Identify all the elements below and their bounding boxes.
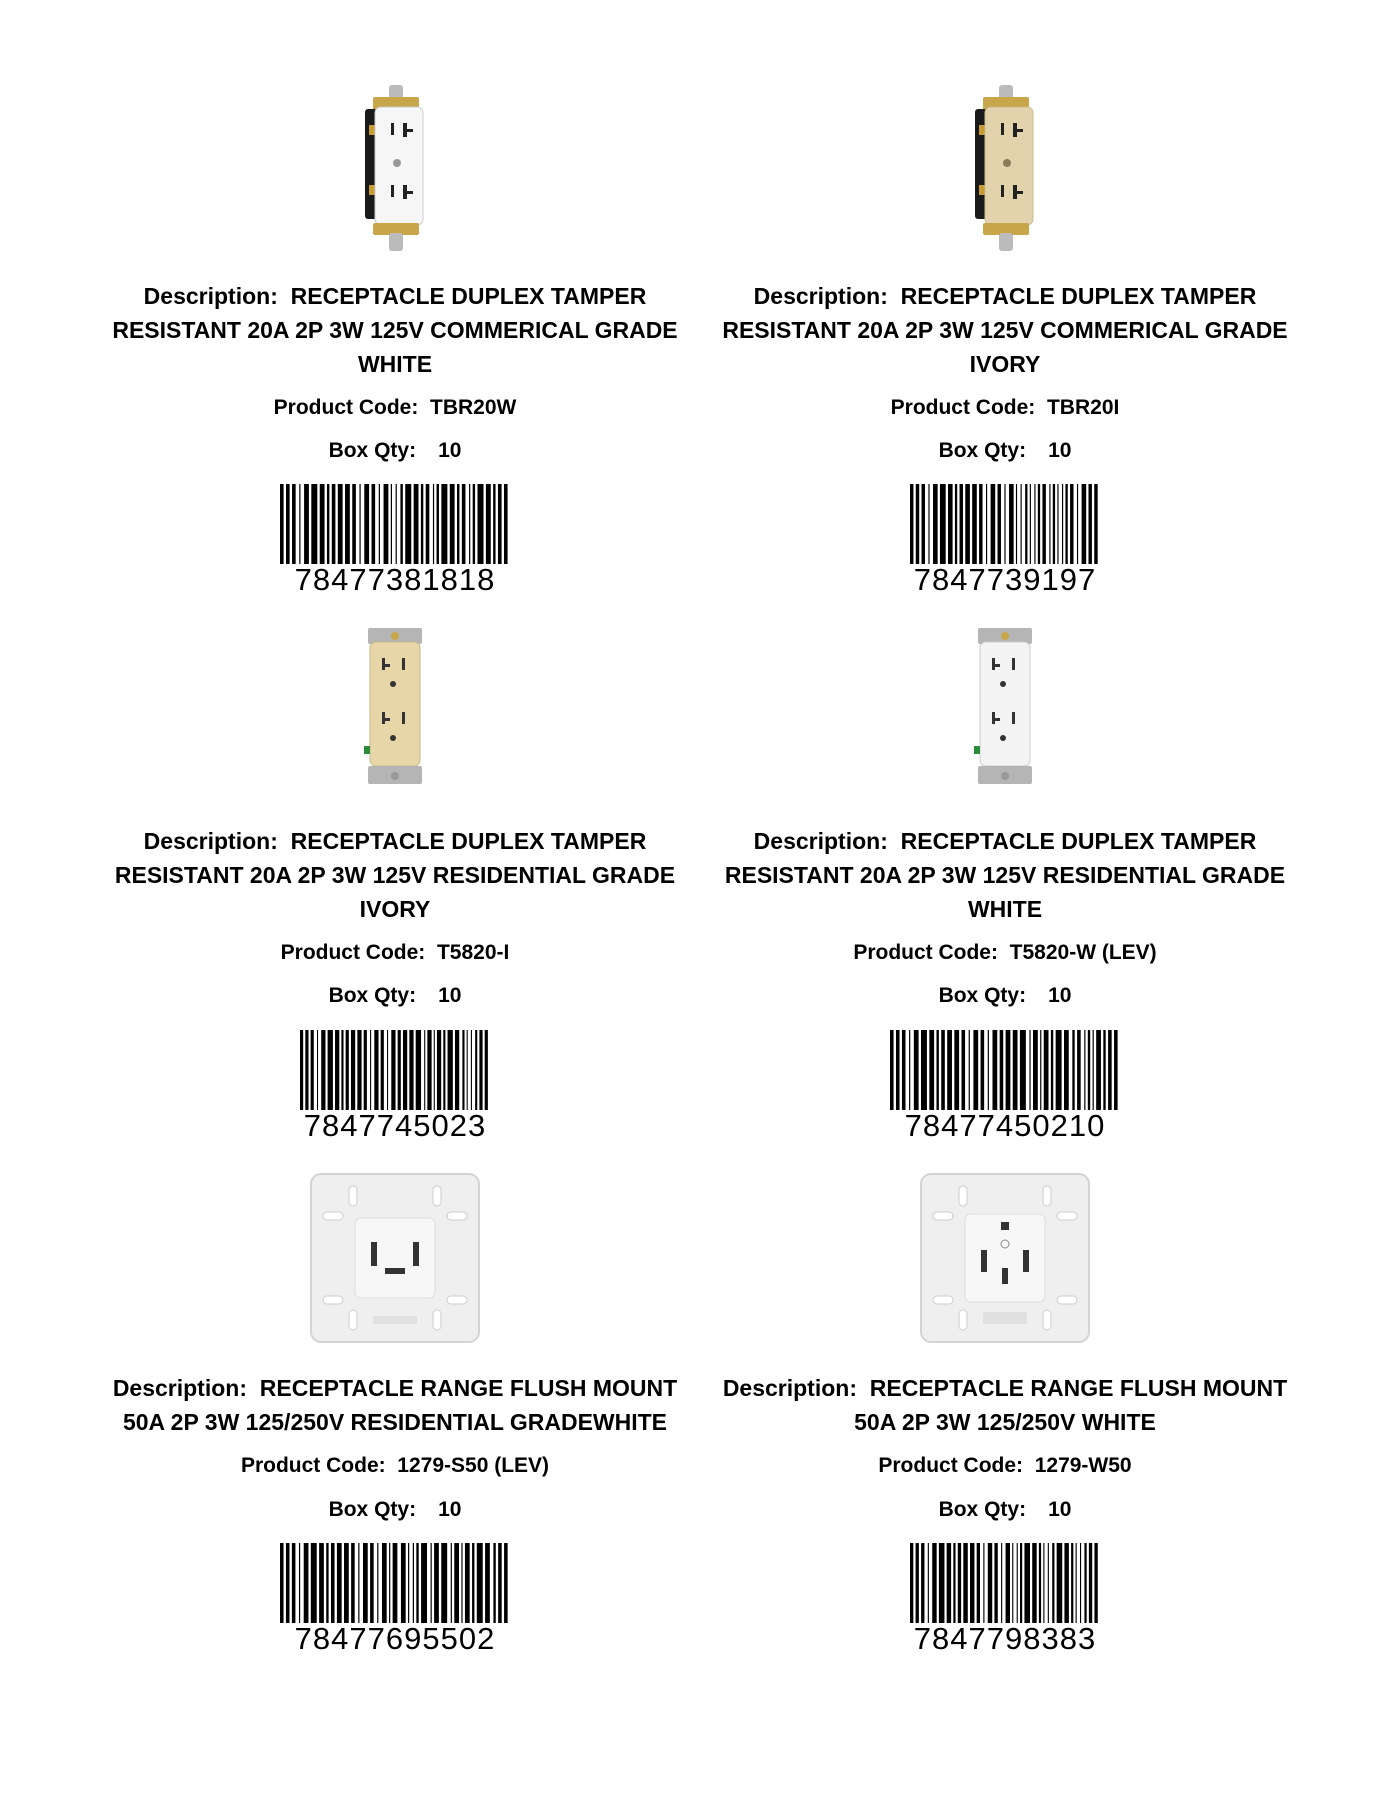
barcode-bar [335, 1030, 339, 1110]
barcode-bar [916, 1543, 919, 1623]
barcode-bar [1103, 1030, 1105, 1110]
barcode-bar [1114, 1030, 1118, 1110]
barcode-bar [389, 1543, 390, 1623]
barcode-bar [1065, 484, 1067, 564]
barcode-bar [1082, 484, 1087, 564]
barcode-bar [1013, 1030, 1018, 1110]
barcode-bar [958, 1543, 961, 1623]
product-code: Product Code: TBR20W [273, 396, 517, 419]
box-qty: Box Qty: 10 [328, 439, 462, 462]
duplex-receptacle-ivory-image [965, 85, 1045, 255]
barcode-bar [890, 1030, 894, 1110]
barcode-bar [471, 1030, 472, 1110]
barcode-bar [280, 1543, 284, 1623]
barcode-bar [346, 1030, 349, 1110]
barcode-bar [374, 1030, 378, 1110]
barcode-bar [1017, 1543, 1018, 1623]
barcode-bar [969, 1030, 970, 1110]
barcode [280, 1543, 510, 1656]
barcode-bar [321, 1030, 325, 1110]
barcode-bar [936, 1030, 938, 1110]
barcode-bar [928, 1543, 929, 1623]
barcode-bar [379, 484, 380, 564]
barcode-bar [408, 1543, 409, 1623]
barcode-bar [914, 1030, 919, 1110]
barcode-bar [498, 484, 502, 564]
barcode-bar [498, 1543, 502, 1623]
barcode-bar [426, 484, 430, 564]
barcode-bar [405, 484, 411, 564]
barcode-number: 7847798383 [913, 1621, 1097, 1656]
barcode-bar [1052, 1543, 1054, 1623]
barcode-bar [988, 1030, 989, 1110]
barcode-bar [998, 484, 1001, 564]
barcode-bar [345, 484, 350, 564]
barcode-bar [364, 1030, 367, 1110]
box-qty: Box Qty: 10 [938, 984, 1072, 1007]
barcode-bar [1040, 1030, 1041, 1110]
barcode-bar [1108, 1030, 1112, 1110]
barcode-bar [414, 484, 419, 564]
barcode-bar [983, 1543, 984, 1623]
barcode-bar [292, 1543, 296, 1623]
barcode-bar [1012, 1543, 1013, 1623]
barcode-bar [1094, 484, 1097, 564]
barcode-bar [398, 1030, 401, 1110]
range-receptacle-white-image [309, 1172, 481, 1344]
barcode-bar [300, 1030, 303, 1110]
barcode-bar [988, 1543, 992, 1623]
barcode-bar [462, 484, 466, 564]
barcode-bar [1072, 1030, 1074, 1110]
barcode-bar [358, 1543, 359, 1623]
barcode-bar [370, 1030, 371, 1110]
barcode-bar [953, 1543, 955, 1623]
barcode-bar [493, 1543, 495, 1623]
barcode-bar [416, 1030, 421, 1110]
barcode-bar [922, 484, 925, 564]
barcode-bar [469, 484, 470, 564]
product-description: Description: RECEPTACLE RANGE FLUSH MOUNT 50A 2P 3W 125/250V WHITE [722, 1375, 1288, 1435]
barcode-bar [450, 484, 455, 564]
barcode-bar [1020, 1543, 1022, 1623]
barcode-bar [1024, 1543, 1030, 1623]
barcode-bar [948, 484, 953, 564]
barcode-bar [454, 1543, 459, 1623]
barcode-bar [1084, 1030, 1085, 1110]
barcode-bar [1096, 1030, 1101, 1110]
barcode-bar [351, 1030, 355, 1110]
barcode-bar [954, 1030, 959, 1110]
barcode-number: 78477381818 [294, 562, 496, 597]
barcode-bar [1051, 1030, 1053, 1110]
barcode-bar [396, 484, 397, 564]
barcode-bar [1088, 1030, 1090, 1110]
barcode-bar [437, 484, 439, 564]
barcode-bar [461, 1543, 462, 1623]
barcode-bar [441, 484, 447, 564]
barcode-bar [372, 484, 376, 564]
product-description: Description: RECEPTACLE DUPLEX TAMPER RESISTANT 20A 2P 3W 125V COMMERICAL GRADE WHITE [112, 283, 678, 377]
product-description: Description: RECEPTACLE DUPLEX TAMPER RESISTANT 20A 2P 3W 125V RESIDENTIAL GRADE WHITE [724, 828, 1286, 922]
barcode-bar [932, 1543, 936, 1623]
barcode-bar [1006, 1543, 1010, 1623]
barcode-bar [1042, 484, 1045, 564]
barcode-bar [991, 484, 996, 564]
barcode-bar [902, 1030, 906, 1110]
barcode-bar [929, 1030, 934, 1110]
barcode-bar [357, 1030, 361, 1110]
barcode-bar [994, 1543, 997, 1623]
barcode-bar [477, 484, 483, 564]
box-qty: Box Qty: 10 [328, 1498, 462, 1521]
product-description: Description: RECEPTACLE DUPLEX TAMPER RESISTANT 20A 2P 3W 125V COMMERICAL GRADE IVORY [722, 283, 1288, 377]
barcode-bar [970, 1543, 974, 1623]
barcode-bar [504, 484, 508, 564]
barcode-bar [1039, 1543, 1041, 1623]
barcode-bar [1077, 1030, 1081, 1110]
barcode-bar [409, 1030, 413, 1110]
barcode-bar [299, 484, 300, 564]
barcode-bar [477, 1543, 483, 1623]
barcode-bar [963, 1543, 967, 1623]
barcode-bar [955, 484, 957, 564]
box-qty: Box Qty: 10 [938, 1498, 1072, 1521]
barcode-bar [332, 484, 336, 564]
barcode-bar [921, 1543, 924, 1623]
barcode-bar [1056, 1030, 1062, 1110]
barcode-bar [1043, 1543, 1044, 1623]
barcode-bar [1089, 1543, 1092, 1623]
barcode-bar [962, 1030, 966, 1110]
barcode-bar [387, 1030, 388, 1110]
barcode-bar [391, 484, 392, 564]
barcode-bar [1093, 1030, 1094, 1110]
barcode-bar [1080, 1543, 1081, 1623]
barcode-bar [421, 484, 423, 564]
barcode-bar [986, 484, 987, 564]
barcode-bar [1025, 484, 1027, 564]
barcode-bar [1020, 1030, 1026, 1110]
barcode-bar [465, 1543, 470, 1623]
barcode-bar [431, 1543, 432, 1623]
barcode-bar [292, 484, 296, 564]
barcode-bar [1009, 484, 1014, 564]
barcode-bar [1029, 1030, 1030, 1110]
barcode-bar [1000, 1030, 1004, 1110]
barcode-bar [304, 484, 309, 564]
barcode-bar [1044, 1030, 1049, 1110]
barcode-bar [1084, 1543, 1086, 1623]
barcode-bar [344, 1543, 349, 1623]
barcode-bars [300, 1030, 490, 1110]
barcode-bar [1034, 484, 1035, 564]
barcode-bar [485, 1543, 490, 1623]
barcode [910, 484, 1100, 597]
barcode-bar [351, 1543, 355, 1623]
barcode-bars [910, 1543, 1100, 1623]
barcode-bar [896, 1030, 900, 1110]
barcode-bars [280, 1543, 510, 1623]
barcode-bar [972, 484, 977, 564]
barcode-bar [1001, 1543, 1002, 1623]
range-receptacle-white-image [919, 1172, 1091, 1344]
barcode-bar [338, 484, 343, 564]
barcode-bar [416, 1543, 418, 1623]
barcode [890, 1030, 1120, 1143]
barcode-bar [960, 484, 963, 564]
barcode-bar [486, 484, 491, 564]
barcode-bar [921, 1030, 927, 1110]
barcode-bar [381, 1030, 384, 1110]
barcode-bar [1057, 1543, 1063, 1623]
barcode-bar [1038, 484, 1040, 564]
barcode-number: 78477450210 [904, 1108, 1106, 1143]
barcode-bar [437, 1030, 441, 1110]
barcode-bar [448, 1030, 453, 1110]
barcode-bar [1077, 484, 1078, 564]
barcode-bar [475, 1030, 477, 1110]
barcode-bar [434, 1030, 435, 1110]
barcode-bar [326, 1543, 328, 1623]
barcode-bar [424, 1030, 425, 1110]
barcode-bar [441, 1543, 447, 1623]
barcode-bar [940, 484, 946, 564]
barcode-bar [493, 484, 495, 564]
box-qty: Box Qty: 10 [328, 984, 462, 1007]
barcode-bar [1006, 1030, 1011, 1110]
barcode-bars [890, 1030, 1120, 1110]
product-description: Description: RECEPTACLE DUPLEX TAMPER RESISTANT 20A 2P 3W 125V RESIDENTIAL GRADE IVORY [114, 828, 676, 922]
barcode-bar [1032, 1543, 1036, 1623]
product-code: Product Code: T5820-I [280, 941, 510, 964]
barcode-bar [363, 1543, 368, 1623]
barcode-bar [928, 484, 929, 564]
barcode-bar [1004, 484, 1005, 564]
barcode-bar [352, 484, 356, 564]
barcode-bar [504, 1543, 508, 1623]
barcode-bar [1016, 484, 1017, 564]
residential-receptacle-white-image [970, 628, 1040, 788]
barcode-bar [337, 1543, 342, 1623]
barcode [280, 484, 510, 597]
barcode-bar [457, 484, 459, 564]
barcode-bar [1062, 484, 1063, 564]
barcode-bar [1076, 1543, 1077, 1623]
barcode-bar [451, 1543, 452, 1623]
product-code: Product Code: 1279-W50 [878, 1454, 1132, 1477]
barcode-bar [1049, 484, 1050, 564]
barcode-bar [377, 1543, 378, 1623]
barcode-bars [280, 484, 510, 564]
barcode-bar [1088, 484, 1091, 564]
barcode-bar [965, 484, 970, 564]
barcode-bar [979, 484, 982, 564]
barcode-bar [1033, 1030, 1038, 1110]
barcode-bar [286, 484, 290, 564]
residential-receptacle-ivory-image [360, 628, 430, 788]
barcode-bar [382, 1543, 387, 1623]
barcode-bar [992, 1030, 997, 1110]
barcode-bar [933, 484, 938, 564]
barcode-bar [479, 1030, 482, 1110]
barcode-bar [443, 1030, 445, 1110]
barcode-bar [320, 484, 325, 564]
barcode-bar [947, 1543, 951, 1623]
barcode-bar [939, 1543, 945, 1623]
barcode-bar [910, 1543, 913, 1623]
barcode-bar [973, 1030, 978, 1110]
barcode-bar [1021, 484, 1022, 564]
barcode-bars [910, 484, 1100, 564]
barcode-bar [1070, 484, 1073, 564]
product-description: Description: RECEPTACLE RANGE FLUSH MOUNT 50A 2P 3W 125/250V RESIDENTIAL GRADEWHITE [112, 1375, 678, 1435]
barcode-number: 7847739197 [913, 562, 1097, 597]
barcode-bar [328, 1030, 333, 1110]
barcode-bar [433, 484, 434, 564]
barcode-bar [331, 1543, 335, 1623]
barcode-bar [485, 1030, 488, 1110]
barcode-bar [941, 1030, 945, 1110]
barcode-bar [286, 1543, 290, 1623]
barcode-bar [473, 484, 475, 564]
barcode-bar [455, 1030, 459, 1110]
barcode [910, 1543, 1100, 1656]
barcode-bar [384, 484, 389, 564]
barcode-bar [1048, 1543, 1049, 1623]
product-code: Product Code: T5820-W (LEV) [853, 941, 1157, 964]
barcode-bar [467, 1030, 468, 1110]
barcode-number: 7847745023 [303, 1108, 487, 1143]
barcode-bar [311, 484, 317, 564]
barcode-bar [311, 1543, 317, 1623]
barcode-bar [421, 1543, 427, 1623]
barcode-bar [1057, 484, 1058, 564]
barcode-bar [909, 1030, 910, 1110]
barcode-bar [393, 1543, 398, 1623]
barcode-bar [947, 1030, 952, 1110]
barcode-bar [341, 1030, 343, 1110]
barcode-bar [462, 1030, 464, 1110]
barcode-bar [1064, 1543, 1068, 1623]
barcode-bar [304, 1543, 309, 1623]
barcode-bar [327, 484, 329, 564]
barcode-bar [472, 1543, 474, 1623]
barcode-bar [305, 1030, 308, 1110]
barcode-bar [364, 484, 369, 564]
barcode-bar [977, 1543, 980, 1623]
barcode-bar [299, 1543, 300, 1623]
barcode [300, 1030, 490, 1143]
barcode-bar [1030, 484, 1031, 564]
barcode-bar [1064, 1030, 1069, 1110]
barcode-bar [370, 1543, 374, 1623]
barcode-bar [910, 484, 913, 564]
barcode-bar [311, 1030, 314, 1110]
barcode-bar [401, 1543, 406, 1623]
barcode-bar [434, 1543, 439, 1623]
barcode-bar [1053, 484, 1055, 564]
barcode-bar [391, 1030, 395, 1110]
barcode-bar [413, 1543, 414, 1623]
barcode-bar [317, 1030, 318, 1110]
barcode-bar [916, 484, 919, 564]
barcode-bar [1071, 1543, 1073, 1623]
barcode-bar [400, 484, 402, 564]
barcode-number: 78477695502 [294, 1621, 496, 1656]
barcode-bar [403, 1030, 407, 1110]
product-code: Product Code: TBR20I [890, 396, 1120, 419]
barcode-bar [319, 1543, 324, 1623]
barcode-bar [427, 1030, 431, 1110]
box-qty: Box Qty: 10 [938, 439, 1072, 462]
barcode-bar [359, 484, 360, 564]
product-code: Product Code: 1279-S50 (LEV) [240, 1454, 550, 1477]
barcode-bar [280, 484, 284, 564]
barcode-bar [1094, 1543, 1097, 1623]
duplex-receptacle-white-image [355, 85, 435, 255]
barcode-bar [981, 1030, 985, 1110]
